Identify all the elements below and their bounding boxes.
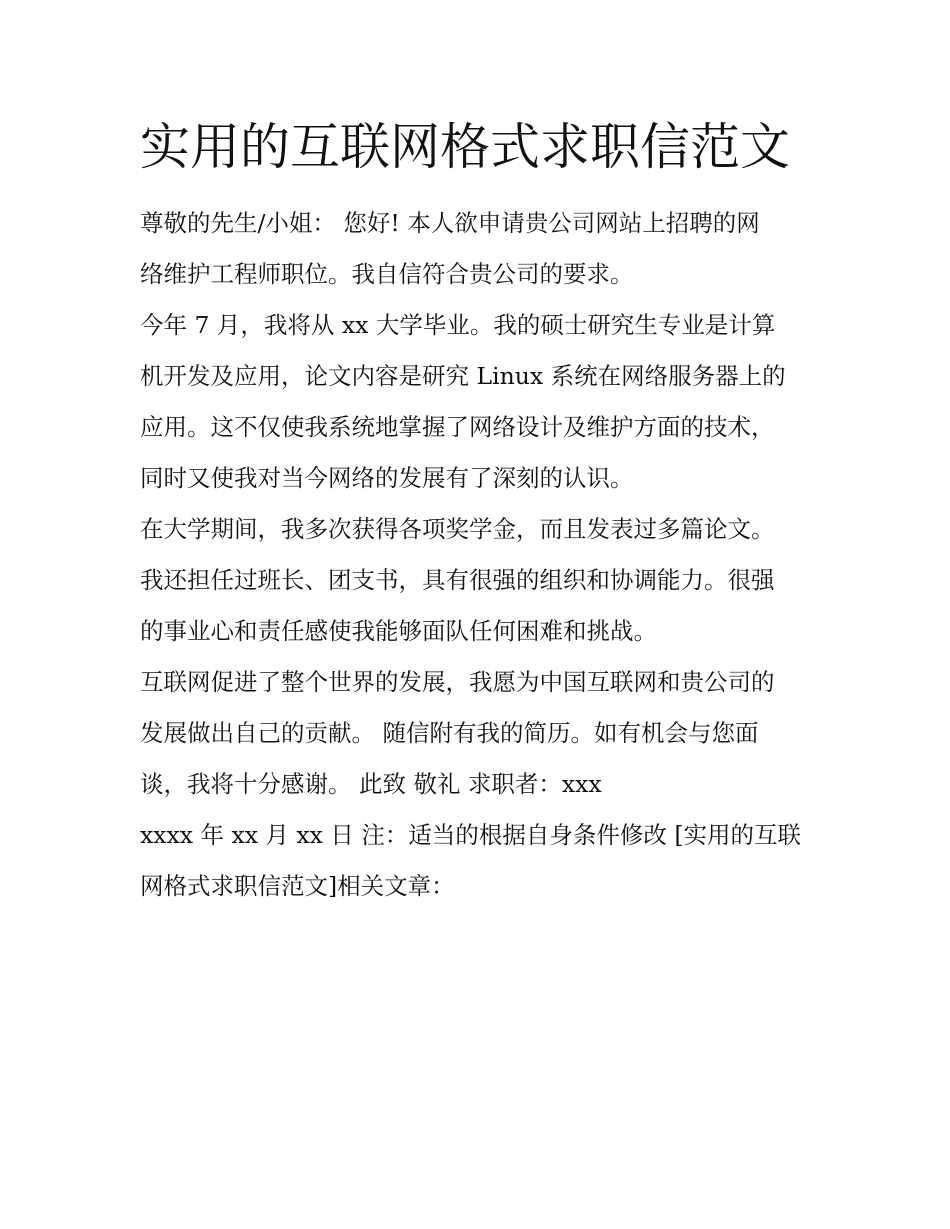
text-line: xxxx 年 xx 月 xx 日 注：适当的根据自身条件修改 [实用的互联	[140, 821, 801, 849]
paragraph-date-note	[140, 810, 820, 912]
text-line: 谈，我将十分感谢。 此致 敬礼 求职者：xxx	[140, 770, 602, 798]
document-body	[140, 198, 820, 912]
paragraph-greeting	[140, 198, 820, 300]
text-line: 今年 7 月，我将从 xx 大学毕业。我的硕士研究生专业是计算	[140, 311, 776, 339]
text-line: 网格式求职信范文]相关文章：	[140, 872, 455, 900]
document-title: 实用的互联网格式求职信范文	[140, 118, 790, 176]
text-line: 应用。这不仅使我系统地掌握了网络设计及维护方面的技术，	[140, 413, 775, 441]
text-line: 尊敬的先生/小姐： 您好! 本人欲申请贵公司网站上招聘的网	[140, 209, 760, 237]
paragraph-closing	[140, 657, 820, 810]
text-line: 我还担任过班长、团支书，具有很强的组织和协调能力。很强	[140, 566, 775, 594]
text-line: 的事业心和责任感使我能够面队任何困难和挑战。	[140, 617, 657, 645]
text-line: 机开发及应用，论文内容是研究 Linux 系统在网络服务器上的	[140, 362, 786, 390]
text-line: 发展做出自己的贡献。 随信附有我的简历。如有机会与您面	[140, 719, 759, 747]
paragraph-achievements	[140, 504, 820, 657]
text-line: 互联网促进了整个世界的发展，我愿为中国互联网和贵公司的	[140, 668, 775, 696]
paragraph-education	[140, 300, 820, 504]
text-line: 在大学期间，我多次获得各项奖学金，而且发表过多篇论文。	[140, 515, 775, 543]
text-line: 络维护工程师职位。我自信符合贵公司的要求。	[140, 260, 634, 288]
text-line: 同时又使我对当今网络的发展有了深刻的认识。	[140, 464, 634, 492]
